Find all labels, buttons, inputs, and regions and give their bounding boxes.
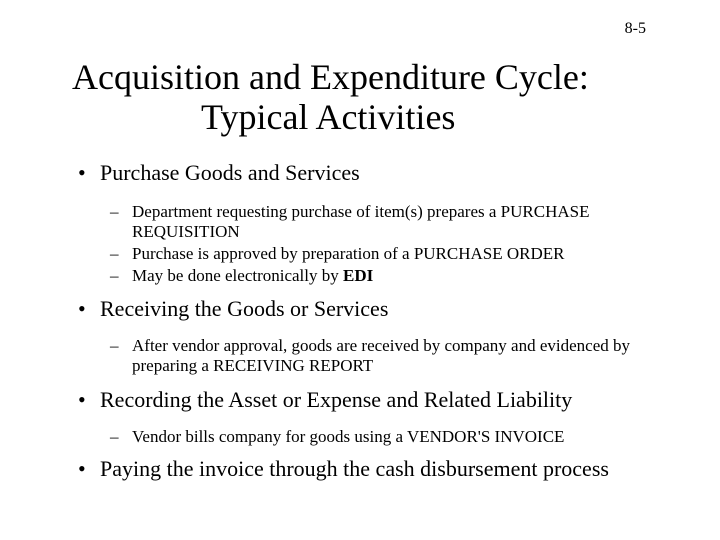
bullet-text: Receiving the Goods or Services — [100, 296, 389, 321]
sub-item-text: Purchase is approved by preparation of a PURCHASE ORDER — [132, 244, 565, 263]
sub-item-text: After vendor approval, goods are received by company and evidenced by preparing a RECEIVING REPORT — [132, 336, 630, 375]
bullet-purchase-goods — [75, 160, 695, 186]
sub-item-edi — [75, 266, 695, 286]
bullet-dot: • — [78, 387, 86, 412]
title-line-1: Acquisition and Expenditure Cycle: — [72, 57, 589, 97]
sub-item-requisition — [75, 202, 695, 242]
slide-content — [75, 160, 695, 482]
sub-dash: – — [110, 244, 119, 263]
sub-dash: – — [110, 202, 119, 221]
sub-list-purchase — [75, 202, 695, 286]
bullet-dot: • — [78, 160, 86, 185]
title-line-2: Typical Activities — [201, 97, 456, 137]
sub-item-purchase-order — [75, 244, 695, 264]
sub-list-recording — [75, 427, 695, 447]
sub-dash: – — [110, 427, 119, 446]
slide-title — [72, 57, 632, 137]
bullet-paying-invoice — [75, 456, 695, 482]
sub-dash: – — [110, 266, 119, 285]
bullet-text: Paying the invoice through the cash disbursement process — [100, 456, 609, 481]
bullet-recording-asset — [75, 387, 695, 413]
sub-item-receiving-report — [75, 336, 695, 376]
bullet-receiving-goods — [75, 296, 695, 322]
sub-item-text: Department requesting purchase of item(s) prepares a PURCHASE REQUISITION — [132, 202, 590, 241]
bullet-dot: • — [78, 456, 86, 481]
bullet-text: Purchase Goods and Services — [100, 160, 360, 185]
bullet-text: Recording the Asset or Expense and Related Liability — [100, 387, 573, 412]
sub-item-text: Vendor bills company for goods using a VENDOR'S INVOICE — [132, 427, 565, 446]
page-number: 8-5 — [624, 20, 646, 37]
sub-item-text: May be done electronically by — [132, 266, 344, 285]
sub-item-bold-term: EDI — [343, 266, 374, 285]
sub-item-vendor-invoice — [75, 427, 695, 447]
sub-dash: – — [110, 336, 119, 355]
bullet-dot: • — [78, 296, 86, 321]
sub-list-receiving — [75, 336, 695, 376]
